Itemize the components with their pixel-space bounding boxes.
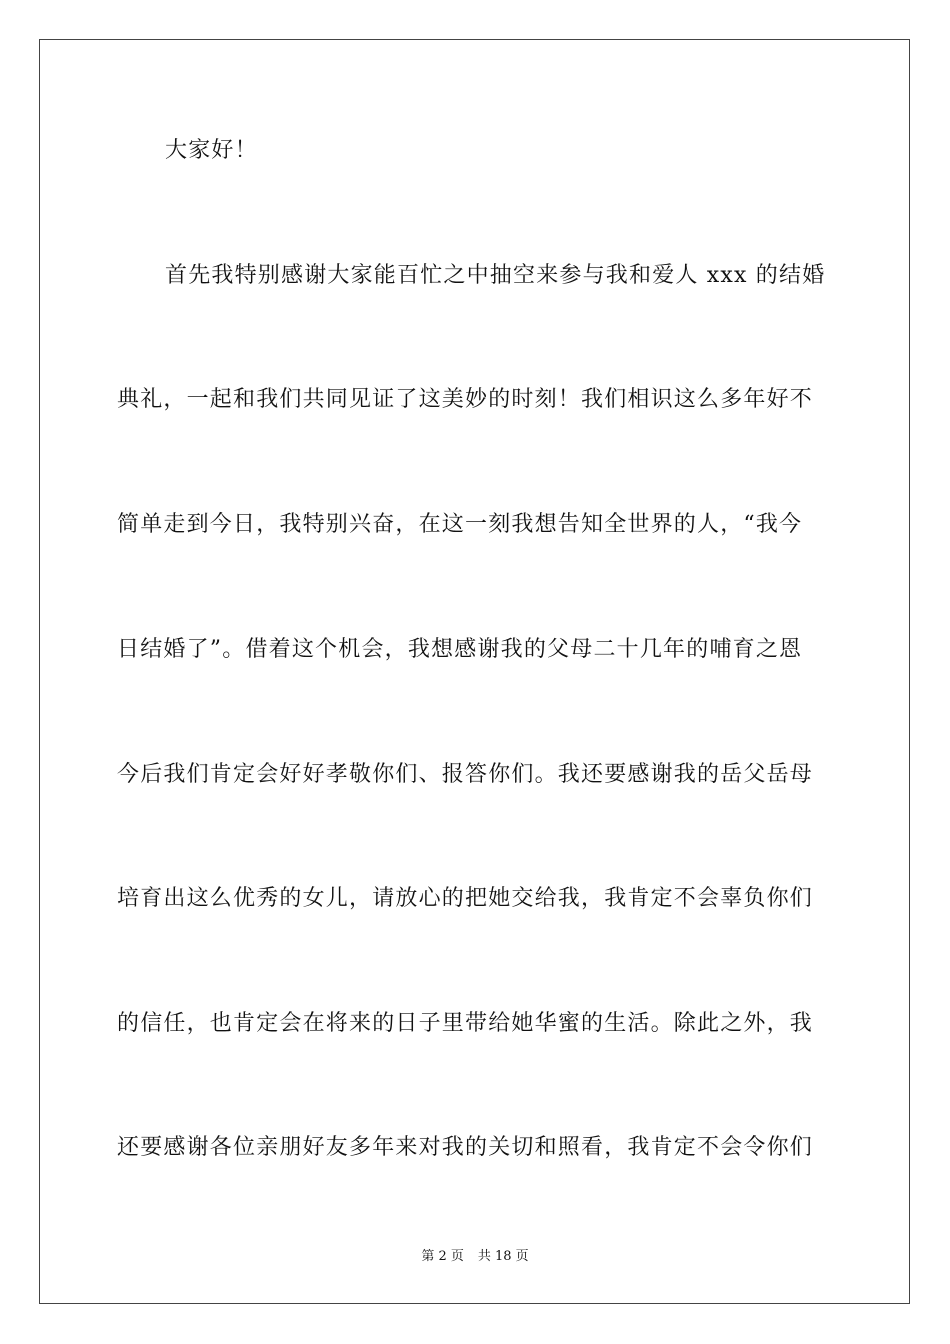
page-border: [39, 39, 910, 1304]
paragraph-line: 首先我特别感谢大家能百忙之中抽空来参与我和爱人 xxx 的结婚: [165, 263, 826, 288]
paragraph-line: 典礼，一起和我们共同见证了这美妙的时刻！我们相识这么多年好不: [117, 387, 814, 412]
page-total: 共 18 页: [477, 1249, 529, 1264]
paragraph-line: 日结婚了”。借着这个机会，我想感谢我的父母二十几年的哺育之恩: [117, 637, 803, 662]
paragraph-line: 的信任，也肯定会在将来的日子里带给她华蜜的生活。除此之外，我: [117, 1011, 814, 1036]
greeting-text: 大家好！: [165, 138, 258, 163]
paragraph-line: 简单走到今日，我特别兴奋，在这一刻我想告知全世界的人，“我今: [117, 512, 803, 537]
paragraph-line: 今后我们肯定会好好孝敬你们、报答你们。我还要感谢我的岳父岳母: [117, 762, 814, 787]
paragraph-line: 还要感谢各位亲朋好友多年来对我的关切和照看，我肯定不会令你们: [117, 1135, 814, 1160]
paragraph-line: 培育出这么优秀的女儿，请放心的把她交给我，我肯定不会辜负你们: [117, 886, 814, 911]
page-footer: [0, 1248, 950, 1266]
page-number: 第 2 页: [421, 1249, 464, 1264]
